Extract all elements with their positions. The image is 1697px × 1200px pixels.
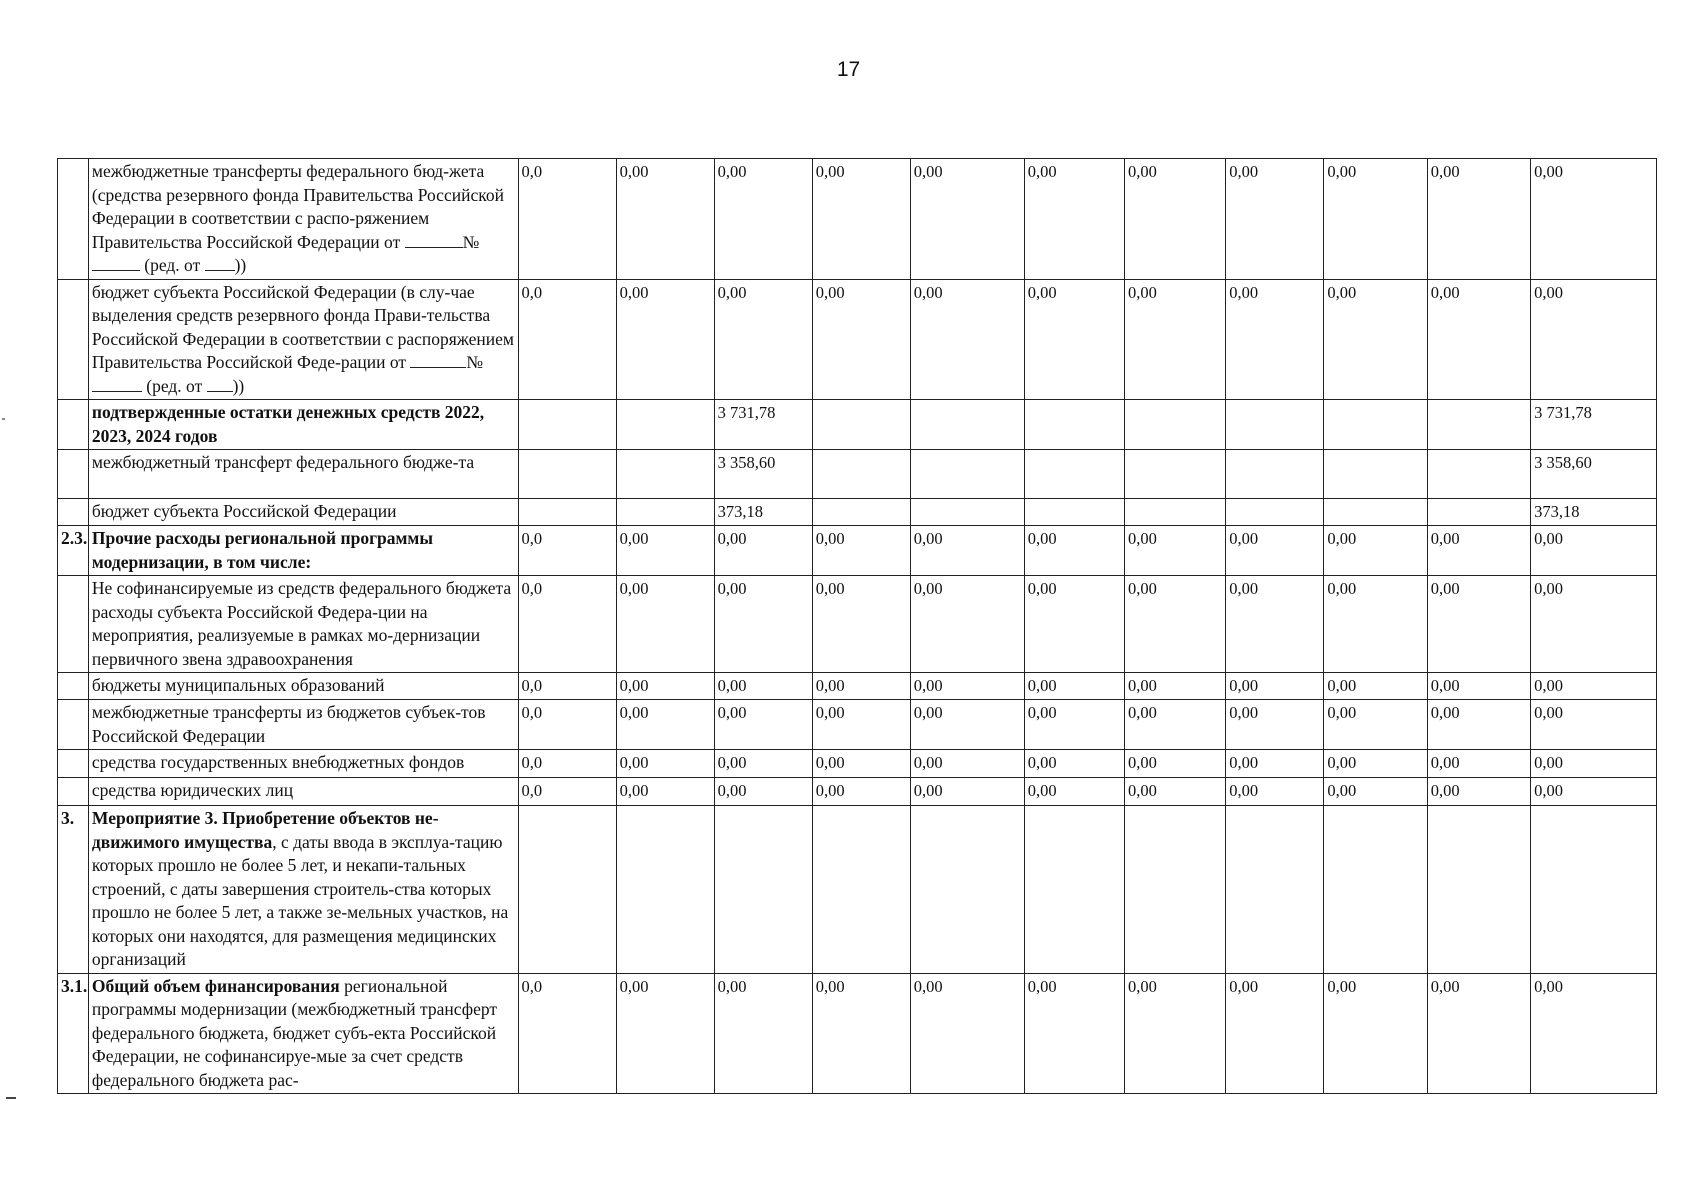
value-cell: 0,00 xyxy=(1531,673,1657,700)
value-cell: 3 358,60 xyxy=(1531,450,1657,499)
description-text: средства государственных внебюджетных фондов xyxy=(91,752,465,772)
value-cell: 0,00 xyxy=(1427,673,1530,700)
value-cell: 0,00 xyxy=(910,700,1024,750)
row-number xyxy=(58,700,89,750)
value-cell: 0,00 xyxy=(1324,673,1427,700)
description-text: Мероприятие 3. Приобретение объектов не-движимого имущества xyxy=(91,808,439,852)
value-cell xyxy=(1531,806,1657,974)
table-row xyxy=(58,806,1657,974)
value-cell: 0,00 xyxy=(1024,279,1124,400)
value-cell xyxy=(1125,499,1226,526)
value-cell: 0,00 xyxy=(1226,778,1324,806)
value-cell: 0,00 xyxy=(1531,279,1657,400)
value-cell xyxy=(910,499,1024,526)
value-cell: 0,00 xyxy=(812,526,910,576)
description-text: (ред. от xyxy=(141,375,207,396)
value-cell: 0,00 xyxy=(1531,526,1657,576)
description-text: № xyxy=(466,352,484,372)
description-text: бюджет субъекта Российской Федерации xyxy=(91,501,397,521)
value-cell: 0,00 xyxy=(1324,750,1427,778)
row-description xyxy=(88,450,518,499)
value-cell: 3 358,60 xyxy=(714,450,812,499)
value-cell: 0,00 xyxy=(616,279,714,400)
value-cell xyxy=(1024,806,1124,974)
value-cell: 0,0 xyxy=(518,279,616,400)
value-cell: 0,00 xyxy=(1427,750,1530,778)
row-number xyxy=(58,499,89,526)
value-cell: 0,00 xyxy=(1531,750,1657,778)
fill-in-blank xyxy=(207,376,233,392)
value-cell: 0,00 xyxy=(1226,973,1324,1094)
fill-in-blank xyxy=(92,376,142,392)
table-row xyxy=(58,750,1657,778)
row-number xyxy=(58,750,89,778)
row-description xyxy=(88,499,518,526)
table-row xyxy=(58,159,1657,280)
value-cell: 0,0 xyxy=(518,778,616,806)
value-cell xyxy=(910,400,1024,450)
value-cell: 0,00 xyxy=(714,673,812,700)
value-cell xyxy=(1024,450,1124,499)
value-cell: 0,00 xyxy=(1024,700,1124,750)
value-cell: 0,00 xyxy=(616,973,714,1094)
row-number xyxy=(58,159,89,280)
table-row xyxy=(58,526,1657,576)
value-cell: 0,00 xyxy=(1125,673,1226,700)
value-cell: 0,00 xyxy=(1125,750,1226,778)
row-description xyxy=(88,750,518,778)
scan-mark xyxy=(6,1097,16,1099)
value-cell: 0,0 xyxy=(518,159,616,280)
value-cell xyxy=(1226,499,1324,526)
row-number: 3. xyxy=(58,806,89,974)
fill-in-blank xyxy=(410,352,466,368)
value-cell: 0,00 xyxy=(1125,700,1226,750)
value-cell: 0,00 xyxy=(1024,973,1124,1094)
value-cell: 0,00 xyxy=(1226,526,1324,576)
row-description xyxy=(88,159,518,280)
row-description xyxy=(88,973,518,1094)
value-cell xyxy=(1324,499,1427,526)
row-number xyxy=(58,576,89,673)
row-description xyxy=(88,400,518,450)
description-text: Не софинансируемые из средств федерального бюджета расходы субъекта Российской Федера-ции на мероприятия, реализуемые в рамках мо-дернизации первичного звена здравоохранения xyxy=(91,578,512,669)
table-row xyxy=(58,499,1657,526)
value-cell xyxy=(1324,806,1427,974)
value-cell: 0,00 xyxy=(910,673,1024,700)
value-cell: 0,00 xyxy=(1427,279,1530,400)
value-cell: 0,00 xyxy=(1125,279,1226,400)
row-description xyxy=(88,778,518,806)
value-cell: 0,00 xyxy=(1531,159,1657,280)
table-row xyxy=(58,778,1657,806)
description-text: бюджеты муниципальных образований xyxy=(91,675,385,695)
value-cell: 0,00 xyxy=(714,750,812,778)
value-cell: 0,00 xyxy=(812,576,910,673)
value-cell: 0,00 xyxy=(910,279,1024,400)
value-cell: 0,00 xyxy=(1024,750,1124,778)
value-cell xyxy=(714,806,812,974)
row-description xyxy=(88,576,518,673)
value-cell: 0,00 xyxy=(714,576,812,673)
description-text: межбюджетные трансферты из бюджетов субъек-тов Российской Федерации xyxy=(91,702,486,746)
value-cell: 0,00 xyxy=(910,576,1024,673)
value-cell: 0,00 xyxy=(812,973,910,1094)
value-cell: 0,00 xyxy=(1125,973,1226,1094)
value-cell: 0,00 xyxy=(1324,576,1427,673)
value-cell xyxy=(518,400,616,450)
description-text: средства юридических лиц xyxy=(91,780,294,800)
value-cell: 373,18 xyxy=(1531,499,1657,526)
value-cell xyxy=(1125,806,1226,974)
value-cell: 0,00 xyxy=(1427,778,1530,806)
row-number xyxy=(58,673,89,700)
value-cell xyxy=(1427,400,1530,450)
description-text: , с даты ввода в эксплуа-тацию которых прошло не более 5 лет, и некапи-тальных строений, с даты завершения строитель-ства которых прошло не более 5 лет, а также зе-мельных участков, на которых они находятся, для размещения медицинских организаций xyxy=(91,831,509,969)
table-row xyxy=(58,400,1657,450)
value-cell xyxy=(616,806,714,974)
table-row xyxy=(58,700,1657,750)
page-number: 17 xyxy=(836,58,861,81)
row-number xyxy=(58,279,89,400)
value-cell xyxy=(812,806,910,974)
fill-in-blank xyxy=(405,232,463,248)
value-cell: 0,00 xyxy=(616,750,714,778)
value-cell: 0,00 xyxy=(1226,700,1324,750)
value-cell: 0,00 xyxy=(1024,159,1124,280)
description-text: подтвержденные остатки денежных средств 2022, 2023, 2024 годов xyxy=(91,402,485,446)
value-cell: 0,00 xyxy=(1125,778,1226,806)
description-text: Прочие расходы региональной программы модернизации, в том числе: xyxy=(91,528,434,572)
row-description xyxy=(88,279,518,400)
row-description xyxy=(88,806,518,974)
value-cell: 0,00 xyxy=(812,159,910,280)
value-cell xyxy=(1024,499,1124,526)
value-cell: 0,00 xyxy=(1324,700,1427,750)
value-cell xyxy=(616,450,714,499)
value-cell: 0,00 xyxy=(1324,159,1427,280)
value-cell xyxy=(616,499,714,526)
value-cell: 0,00 xyxy=(1427,159,1530,280)
value-cell: 0,00 xyxy=(1531,973,1657,1094)
value-cell: 0,00 xyxy=(1531,576,1657,673)
value-cell xyxy=(1427,450,1530,499)
description-text: )) xyxy=(234,255,247,275)
value-cell: 0,00 xyxy=(1125,526,1226,576)
value-cell: 0,00 xyxy=(1427,973,1530,1094)
value-cell: 0,00 xyxy=(714,778,812,806)
value-cell: 0,00 xyxy=(1427,526,1530,576)
description-text: (ред. от xyxy=(139,255,205,275)
value-cell: 0,0 xyxy=(518,673,616,700)
value-cell: 0,0 xyxy=(518,526,616,576)
value-cell: 0,00 xyxy=(812,750,910,778)
value-cell: 3 731,78 xyxy=(1531,400,1657,450)
value-cell: 0,00 xyxy=(1226,576,1324,673)
value-cell xyxy=(1427,499,1530,526)
description-text: бюджет субъекта Российской Федерации (в слу-чае выделения средств резервного фонда Прави-тельства Российской Федерации в соответствии с распоряжением Правительства Российской Феде-рации от xyxy=(91,281,514,372)
value-cell: 0,00 xyxy=(1226,279,1324,400)
value-cell: 0,00 xyxy=(1226,673,1324,700)
value-cell: 0,00 xyxy=(812,279,910,400)
value-cell xyxy=(1125,450,1226,499)
value-cell: 0,00 xyxy=(1226,159,1324,280)
value-cell: 0,00 xyxy=(714,973,812,1094)
value-cell: 0,00 xyxy=(616,700,714,750)
description-text: )) xyxy=(232,375,245,396)
value-cell: 0,0 xyxy=(518,576,616,673)
value-cell xyxy=(1226,806,1324,974)
value-cell: 0,00 xyxy=(714,279,812,400)
scan-mark xyxy=(2,418,5,420)
value-cell: 0,00 xyxy=(1324,973,1427,1094)
value-cell: 0,00 xyxy=(1531,700,1657,750)
value-cell xyxy=(518,499,616,526)
value-cell: 0,00 xyxy=(1125,159,1226,280)
value-cell: 0,0 xyxy=(518,973,616,1094)
value-cell: 0,00 xyxy=(1024,526,1124,576)
value-cell: 0,00 xyxy=(1531,778,1657,806)
table-row xyxy=(58,450,1657,499)
value-cell xyxy=(812,400,910,450)
value-cell xyxy=(518,450,616,499)
fill-in-blank xyxy=(205,255,235,271)
value-cell: 0,00 xyxy=(616,576,714,673)
value-cell xyxy=(910,806,1024,974)
value-cell: 0,00 xyxy=(1024,576,1124,673)
value-cell xyxy=(1427,806,1530,974)
value-cell xyxy=(1125,400,1226,450)
value-cell: 0,00 xyxy=(1024,778,1124,806)
row-number xyxy=(58,778,89,806)
table-row xyxy=(58,576,1657,673)
value-cell: 0,00 xyxy=(910,159,1024,280)
value-cell: 0,00 xyxy=(1226,750,1324,778)
fill-in-blank xyxy=(92,255,140,271)
value-cell: 0,00 xyxy=(812,778,910,806)
value-cell: 0,00 xyxy=(910,778,1024,806)
value-cell: 3 731,78 xyxy=(714,400,812,450)
value-cell: 373,18 xyxy=(714,499,812,526)
value-cell: 0,00 xyxy=(1427,700,1530,750)
value-cell xyxy=(812,450,910,499)
value-cell xyxy=(910,450,1024,499)
value-cell: 0,00 xyxy=(1024,673,1124,700)
description-text: Общий объем финансирования xyxy=(91,975,340,996)
financing-table xyxy=(57,158,1657,1094)
row-description xyxy=(88,526,518,576)
value-cell xyxy=(812,499,910,526)
row-number xyxy=(58,450,89,499)
value-cell: 0,00 xyxy=(616,526,714,576)
value-cell: 0,00 xyxy=(1324,279,1427,400)
value-cell: 0,00 xyxy=(910,750,1024,778)
value-cell: 0,0 xyxy=(518,700,616,750)
value-cell: 0,00 xyxy=(616,159,714,280)
value-cell xyxy=(1024,400,1124,450)
description-text: региональной программы модернизации (межбюджетный трансферт федерального бюджета, бюджет субъ-екта Российской Федерации, не софинансируе-мые за счет средств федерального бюджета рас- xyxy=(91,975,498,1090)
row-number: 3.1. xyxy=(58,973,89,1094)
row-description xyxy=(88,700,518,750)
value-cell: 0,00 xyxy=(714,159,812,280)
value-cell: 0,00 xyxy=(812,700,910,750)
description-text: межбюджетные трансферты федерального бюд-жета (средства резервного фонда Правительства Российской Федерации в соответствии с распо-ряжением Правительства Российской Федерации от xyxy=(91,161,504,252)
value-cell xyxy=(1324,400,1427,450)
value-cell xyxy=(616,400,714,450)
value-cell: 0,00 xyxy=(1427,576,1530,673)
table-row xyxy=(58,673,1657,700)
value-cell xyxy=(1226,400,1324,450)
value-cell: 0,00 xyxy=(714,700,812,750)
value-cell xyxy=(518,806,616,974)
value-cell: 0,00 xyxy=(910,973,1024,1094)
row-number: 2.3. xyxy=(58,526,89,576)
value-cell: 0,00 xyxy=(812,673,910,700)
value-cell: 0,00 xyxy=(1125,576,1226,673)
value-cell: 0,00 xyxy=(910,526,1024,576)
value-cell: 0,0 xyxy=(518,750,616,778)
table-body xyxy=(58,159,1657,1094)
value-cell: 0,00 xyxy=(616,673,714,700)
table-row xyxy=(58,279,1657,400)
value-cell xyxy=(1226,450,1324,499)
value-cell: 0,00 xyxy=(616,778,714,806)
value-cell xyxy=(1324,450,1427,499)
value-cell: 0,00 xyxy=(1324,778,1427,806)
row-description xyxy=(88,673,518,700)
description-text: № xyxy=(462,231,480,252)
row-number xyxy=(58,400,89,450)
value-cell: 0,00 xyxy=(1324,526,1427,576)
value-cell: 0,00 xyxy=(714,526,812,576)
description-text: межбюджетный трансферт федерального бюдже-та xyxy=(91,452,475,472)
table-row xyxy=(58,973,1657,1094)
